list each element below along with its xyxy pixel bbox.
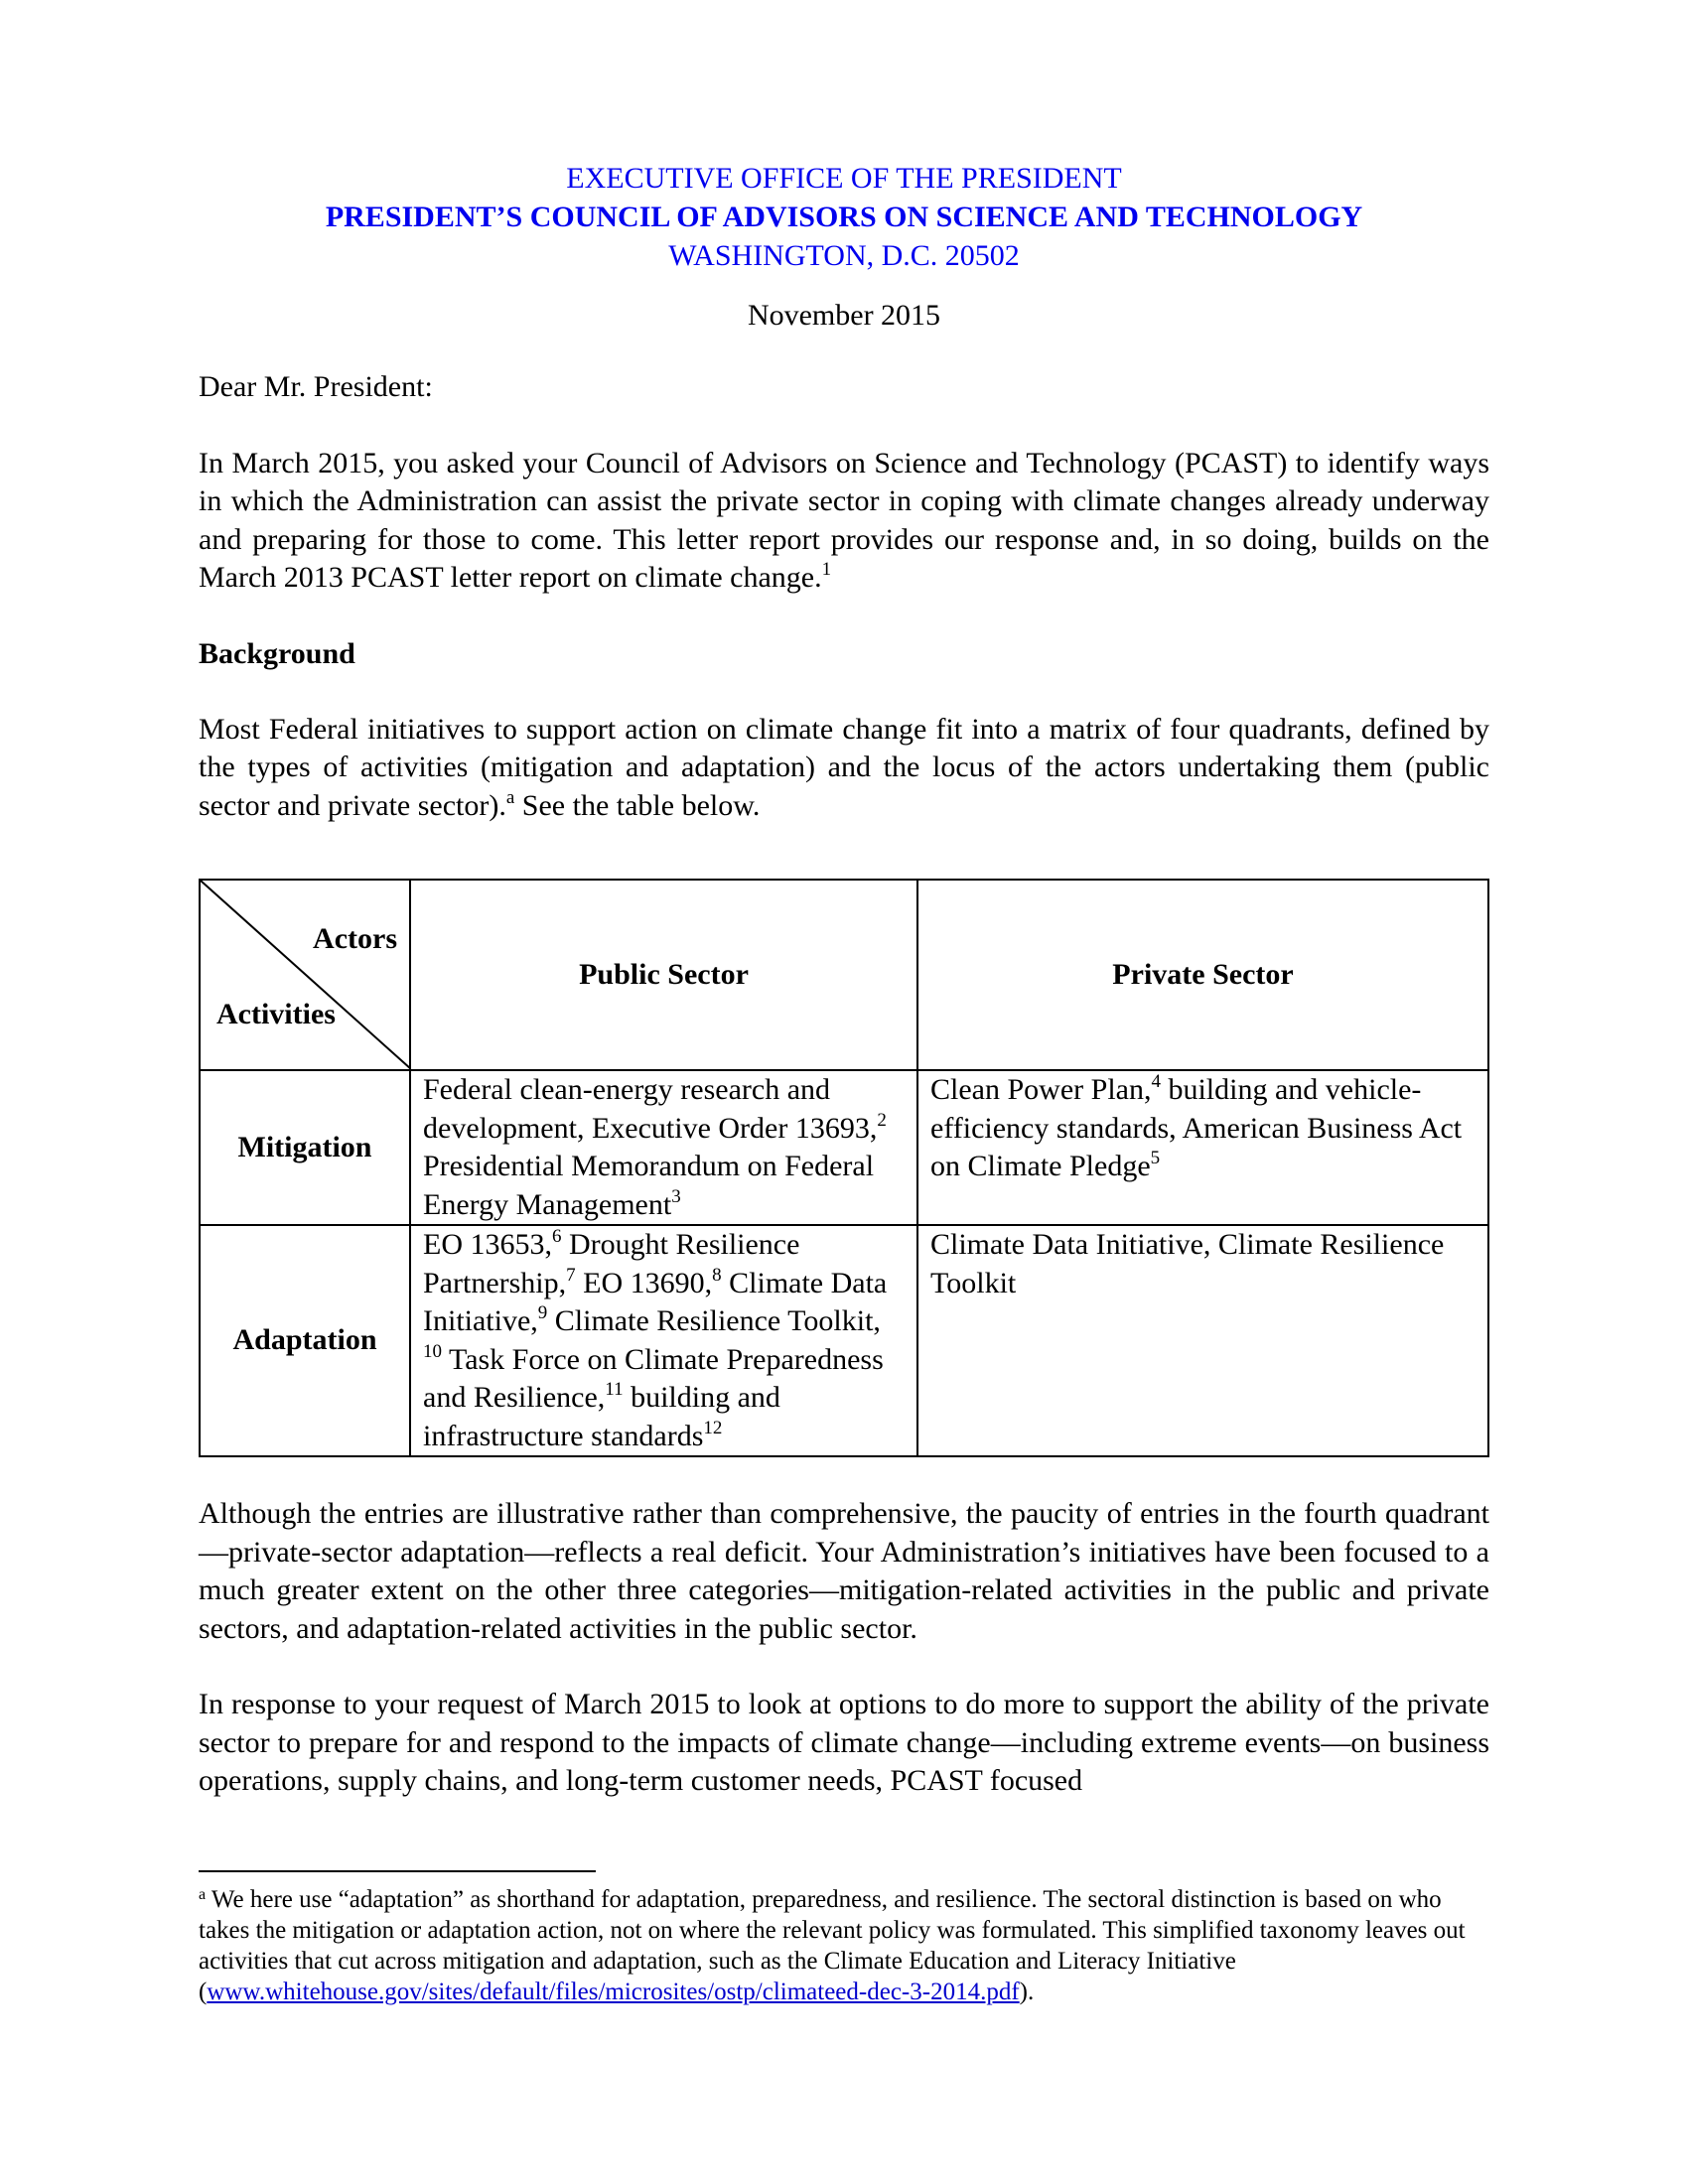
letter-date: November 2015 [747,299,941,332]
deficit-paragraph: Although the entries are illustrative rather than comprehensive, the paucity of entries in the fourth quadrant—private-sector adaptation—reflects a real deficit. Your Administration’s initiatives have been focused to a much greater extent on the other three categories—mitigation-related activities in the public and private sectors, and adaptation-related activities in the public sector. [199,1497,1489,1645]
cell-text: building and infrastructure standards [423,1381,780,1452]
corner-activities-label: Activities [216,998,336,1030]
cell-text: building and vehicle-efficiency standards, American Business Act on Climate Pledge [930,1073,1463,1182]
footnote-a [199,1884,1489,2007]
corner-diagonal [201,881,411,1069]
background-paragraph [199,711,1489,826]
footnote-ref: 4 [1151,1071,1161,1092]
row-header-mitigation: Mitigation [200,1070,410,1225]
cell-text: EO 13653, [423,1228,552,1261]
table-header-row [200,880,1488,1070]
office-address: WASHINGTON, D.C. 20502 [668,239,1020,272]
column-header-public: Public Sector [410,880,917,1070]
footnote-ref: 7 [566,1264,576,1286]
intro-text: In March 2015, you asked your Council of Advisors on Science and Technology (PCAST) to identify ways in which the Administration can assist the private sector in coping with climate changes already underway and preparing for those to come. This letter report provides our response and, in so doing, builds on the March 2013 PCAST letter report on climate change. [199,446,1489,594]
cell-text: Climate Data Initiative, [423,1266,888,1337]
table-row-adaptation [200,1225,1488,1456]
footnote-ref: a [505,786,515,808]
footnote-separator [199,1870,596,1872]
footnote-ref: 6 [552,1226,562,1247]
footnote-text: We here use “adaptation” as shorthand for adaptation, preparedness, and resilience. The sectoral distinction is based on who takes the mitigation or adaptation action, not on where the relevant policy was formulated. This simplified taxonomy leaves out activities that cut across mitigation and adaptation, such as the Climate Education and Literacy Initiative ( [199,1885,1466,2005]
council-name: PRESIDENT’S COUNCIL OF ADVISORS ON SCIENCE AND TECHNOLOGY [325,201,1363,233]
footnote-ref: 3 [671,1185,681,1207]
section-heading-background: Background [199,636,355,670]
cell-mitigation-private [917,1070,1488,1225]
footnote-marker: a [199,1885,207,1903]
response-paragraph: In response to your request of March 2015 to look at options to do more to support the ability of the private sector to prepare for and respond to the impacts of climate change—including extreme events—on business operations, supply chains, and long-term customer needs, PCAST focused [199,1688,1489,1797]
cell-text: Climate Data Initiative, Climate Resilience Toolkit [930,1228,1445,1299]
cell-text: EO 13690, [575,1266,713,1299]
cell-adaptation-public [410,1225,917,1456]
footnote-ref: 8 [712,1264,722,1286]
footnote-tail: ). [1019,1978,1035,2005]
intro-paragraph [199,445,1489,598]
footnote-ref: 2 [877,1109,887,1131]
corner-actors-label: Actors [313,922,397,955]
footnote-ref: 12 [703,1417,723,1438]
quadrant-table [199,879,1489,1457]
cell-adaptation-private [917,1225,1488,1456]
row-header-adaptation: Adaptation [200,1225,410,1456]
footnote-ref: 10 [423,1340,442,1362]
background-text: Most Federal initiatives to support action on climate change fit into a matrix of four quadrants, defined by the types of activities (mitigation and adaptation) and the locus of the actors undertaking them (public sector and private sector). [199,712,1489,822]
background-tail: See the table below. [514,788,761,822]
cell-mitigation-public [410,1070,917,1225]
cell-text: Clean Power Plan, [930,1073,1152,1106]
letter-page [199,159,1489,2007]
cell-text: Climate Resilience Toolkit, [547,1304,881,1337]
footnote-ref: 5 [1150,1148,1161,1168]
cell-text: Drought Resilience Partnership, [423,1228,800,1299]
footnote-ref: 9 [537,1302,548,1323]
column-header-private: Private Sector [917,880,1488,1070]
table-row-mitigation [200,1070,1488,1225]
cell-text: Task Force on Climate Preparedness and Resilience, [423,1342,884,1414]
table-corner-cell [200,880,410,1070]
salutation: Dear Mr. President: [199,370,433,403]
cell-text: Federal clean-energy research and development, Executive Order 13693, [423,1073,878,1145]
footnote-ref: 11 [605,1379,624,1400]
footnote-ref: 1 [821,559,832,580]
cell-text: Presidential Memorandum on Federal Energy Management [423,1150,875,1221]
footnote-link[interactable]: www.whitehouse.gov/sites/default/files/microsites/ostp/climateed-dec-3-2014.pdf [207,1978,1020,2005]
office-name: EXECUTIVE OFFICE OF THE PRESIDENT [566,162,1122,195]
letterhead [199,159,1489,275]
